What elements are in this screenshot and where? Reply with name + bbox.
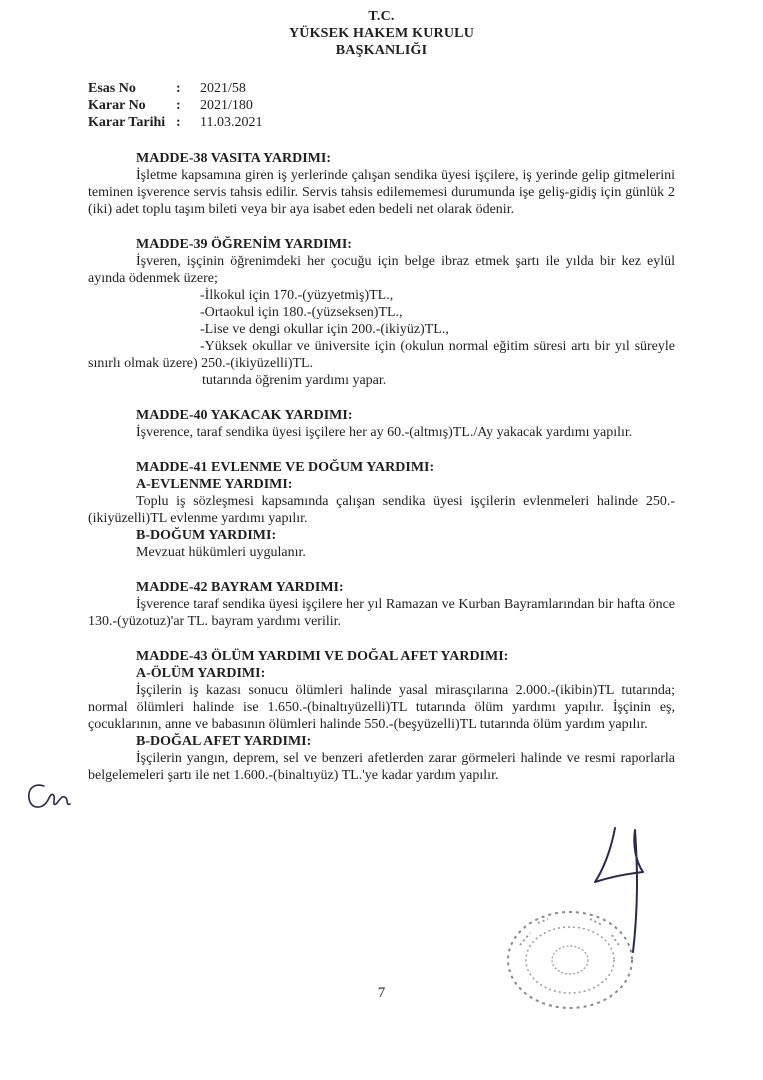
- meta-value: 11.03.2021: [200, 115, 263, 130]
- article-42: [88, 579, 675, 630]
- article-paragraph: İşveren, işçinin öğrenimdeki her çocuğu için belge ibraz etmek şartı ile yılda bir kez eylül ayında ödenmek üzere;: [88, 254, 675, 286]
- article-39: [88, 236, 675, 389]
- header-line-presidency: BAŞKANLIĞI: [335, 43, 428, 58]
- article-heading: MADDE-38 VASITA YARDIMI:: [136, 151, 331, 166]
- article-paragraph: İşverence taraf sendika üyesi işçilere her yıl Ramazan ve Kurban Bayramlarından bir hafta önce 130.-(yüzotuz)'ar TL. bayram yardımı verilir.: [88, 597, 675, 629]
- header-line-tc: T.C.: [368, 9, 395, 24]
- meta-row-tarih: [88, 114, 262, 131]
- meta-sep: :: [176, 98, 181, 113]
- list-item: -Lise ve dengi okullar için 200.-(ikiyüz)TL.,: [200, 322, 449, 337]
- meta-row-esas: [88, 80, 262, 97]
- meta-label: Esas No: [88, 81, 136, 96]
- article-heading: MADDE-40 YAKACAK YARDIMI:: [136, 408, 353, 423]
- meta-value: 2021/58: [200, 81, 246, 96]
- article-paragraph: Toplu iş sözleşmesi kapsamında çalışan sendika üyesi işçilerin evlenmeleri halinde 250.-(ikiyüzelli)TL evlenme yardımı yapılır.: [88, 494, 675, 526]
- meta-label: Karar Tarihi: [88, 115, 166, 130]
- list-item: -Yüksek okullar ve üniversite için (okulun normal eğitim süresi artı bir yıl süreyle sınırlı olmak üzere) 250.-(ikiyüzelli)TL.: [88, 339, 675, 371]
- list-item: -İlkokul için 170.-(yüzyetmiş)TL.,: [200, 288, 394, 303]
- header-line-board: YÜKSEK HAKEM KURULU: [288, 26, 475, 41]
- article-41: [88, 459, 675, 561]
- article-43: [88, 648, 675, 784]
- article-paragraph: İşçilerin yangın, deprem, sel ve benzeri afetlerden zarar görmeleri halinde ve resmi raporlarla belgelemeleri şartı ile net 1.600.-(binaltıyüz) TL.'ye kadar yardım yapılır.: [88, 751, 675, 783]
- meta-value: 2021/180: [200, 98, 253, 113]
- meta-sep: :: [176, 81, 181, 96]
- article-closing: tutarında öğrenim yardımı yapar.: [202, 373, 387, 388]
- page-number: 7: [377, 985, 386, 1001]
- article-heading: MADDE-42 BAYRAM YARDIMI:: [136, 580, 344, 595]
- meta-label: Karar No: [88, 98, 146, 113]
- sub-heading: B-DOĞAL AFET YARDIMI:: [136, 734, 312, 749]
- article-38: [88, 150, 675, 218]
- meta-sep: :: [176, 115, 181, 130]
- article-paragraph: İşletme kapsamına giren iş yerlerinde çalışan sendika üyesi işçilere, iş yerinde gelip gitmelerini teminen işverence servis tahsis edilir. Servis tahsis edilememesi durumunda işe geliş-gidiş için günlük 2 (iki) adet toplu taşım bileti veya bir aya isabet eden bedeli net olarak ödenir.: [88, 168, 675, 217]
- document-header: [0, 8, 763, 59]
- article-heading: MADDE-43 ÖLÜM YARDIMI VE DOĞAL AFET YARDIMI:: [136, 649, 509, 664]
- article-heading: MADDE-41 EVLENME VE DOĞUM YARDIMI:: [136, 460, 435, 475]
- article-paragraph: İşçilerin iş kazası sonucu ölümleri halinde yasal mirasçılarına 2.000.-(ikibin)TL tutarında; normal ölümleri halinde ise 1.650.-(binaltıyüzelli)TL tutarında ölüm yardımı yapılır. İşçinin eş, çocuklarının, anne ve babasının ölümleri halinde 550.-(beşyüzelli)TL tutarında ölüm yardım yapılır.: [88, 683, 675, 732]
- meta-row-karar: [88, 97, 262, 114]
- article-40: [88, 407, 675, 441]
- article-heading: MADDE-39 ÖĞRENİM YARDIMI:: [136, 237, 352, 252]
- sub-heading: A-EVLENME YARDIMI:: [136, 477, 293, 492]
- case-metadata: [88, 80, 262, 131]
- article-paragraph: Mevzuat hükümleri uygulanır.: [136, 545, 306, 560]
- margin-initials-signature: [22, 778, 74, 814]
- article-paragraph: İşverence, taraf sendika üyesi işçilere her ay 60.-(altmış)TL./Ay yakacak yardımı yapılır.: [136, 425, 633, 440]
- document-body: [88, 150, 675, 802]
- sub-heading: B-DOĞUM YARDIMI:: [136, 528, 277, 543]
- list-item: -Ortaokul için 180.-(yüzseksen)TL.,: [200, 305, 403, 320]
- sub-heading: A-ÖLÜM YARDIMI:: [136, 666, 266, 681]
